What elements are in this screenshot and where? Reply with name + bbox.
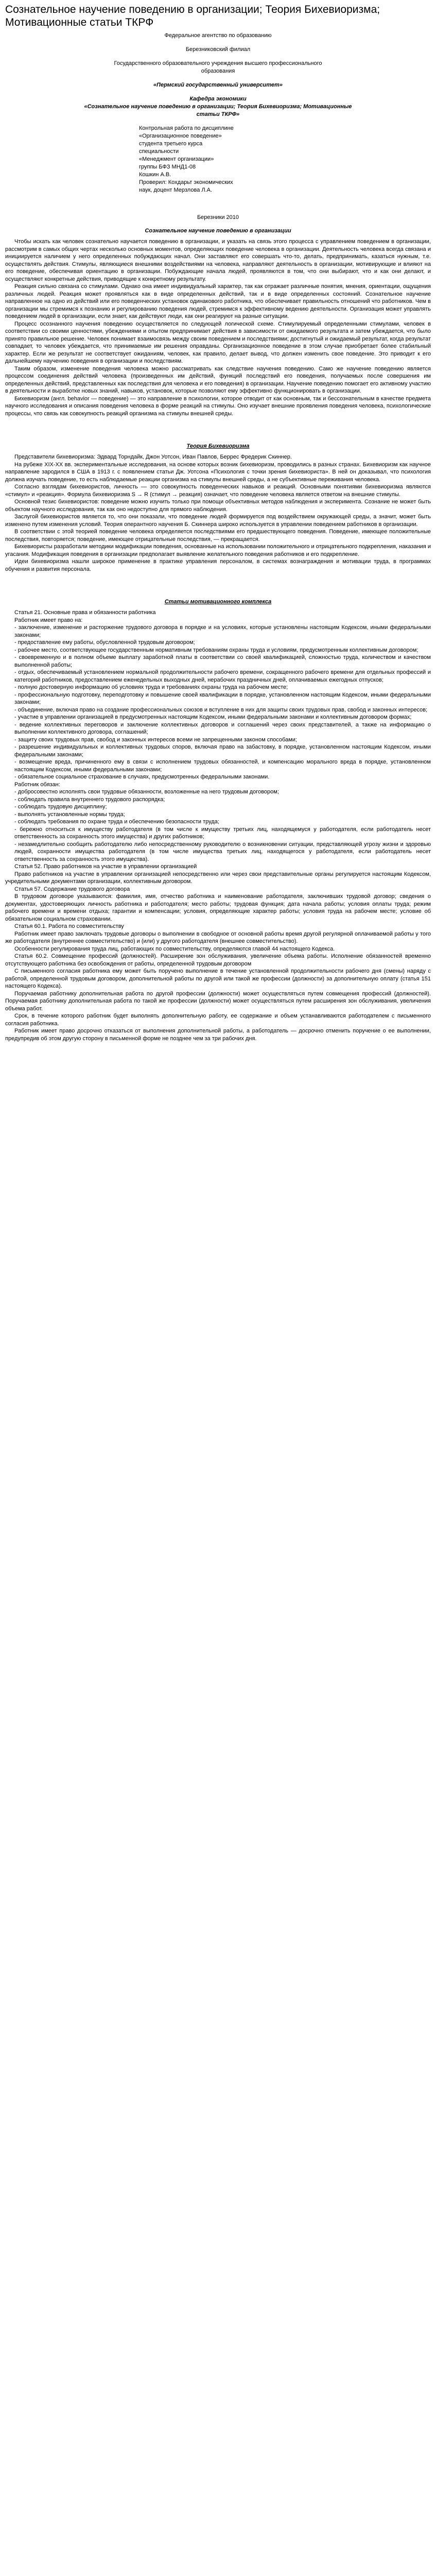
- spacer: [5, 89, 431, 95]
- paragraph: Срок, в течение которого работник будет выполнять дополнительную работу, ее содержание и объем устанавливаются работодателем с письменного согласия работника.: [5, 1013, 431, 1027]
- info-line: группы БФЗ МНД1-08: [139, 164, 196, 170]
- list-item: - объединение, включая право на создание профессиональных союзов и вступление в них для защиты своих трудовых прав, свобод и законных интересов;: [14, 706, 428, 713]
- paragraph: Поручаемая работнику дополнительная работа по другой профессии (должности) может осуществляться путем совмещения профессий (должностей). Поручаемая работнику дополнительная работа по такой же профессии (должности) может осуществляться путем расширения зон обслуживания, увеличения объема работ.: [5, 990, 431, 1012]
- info-line: наук, доцент Мерзлова Л.А.: [139, 187, 213, 193]
- paragraph: Статья 57. Содержание трудового договора: [14, 886, 130, 892]
- paragraph: Статья 21. Основные права и обязанности работника: [14, 609, 156, 616]
- list-item: - профессиональную подготовку, переподготовку и повышение своей квалификации в порядке, установленном настоящим Кодексом, иными федеральными законами;: [14, 691, 431, 705]
- paragraph: С письменного согласия работника ему может быть поручено выполнение в течение установленной продолжительности рабочего дня (смены) наряду с работой, определенной трудовым договором, дополнительной работы по другой или такой же профессии (должности) за дополнительную оплату (статья 151 настоящего Кодекса).: [5, 968, 431, 989]
- spacer: [5, 40, 431, 46]
- paragraph: В соответствии с этой теорией поведение человека определяется последствиями его предшествующего поведения. Поведение, имеющее положительные последствия, повторяется; поведение, имеющее отрицательные последствия, — прекращается.: [5, 529, 431, 543]
- paragraph: На рубеже XIX-XX вв. экспериментальные исследования, на основе которых возник бихевиоризм, проводились в разных странах. Бихевиоризм как научное направление зародился в США в 1913 г. с появлением статьи Дж. Уотсона «Психология с точки зрения бихевиориста». В ней он доказывал, что психология должна изучать поведение, то есть наблюдаемые реакции организма на стимулы внешней среды, а не субъективные переживания человека.: [5, 461, 431, 483]
- section-heading-learning: Сознательное научение поведению в организации: [145, 228, 291, 234]
- list-item: - заключение, изменение и расторжение трудового договора в порядке и на условиях, которые установлены настоящим Кодексом, иными федеральными законами;: [14, 624, 431, 638]
- list-item: - добросовестно исполнять свои трудовые обязанности, возложенные на него трудовым договором;: [14, 789, 279, 795]
- list-item: - бережно относиться к имуществу работодателя (в том числе к имуществу третьих лиц, находящемуся у работодателя, если работодатель несет ответственность за сохранность этого имущества) и других работников;: [14, 826, 431, 840]
- list-item: - своевременную и в полном объеме выплату заработной платы в соответствии со своей квалификацией, сложностью труда, количеством и качеством выполненной работы;: [14, 654, 431, 668]
- spacer: [5, 573, 431, 592]
- paragraph: Процесс осознанного научения поведению осуществляется по следующей логической схеме. Стимулируемый определенными стимулами, человек в соответствии со своими ценностями, убеждениями и опытом предпринимает действия в зависимости от ожидаемого результата и затем убеждается, что было принято правильное решение. Человек понимает взаимосвязь между своим поведением и последствиями; достигнутый и ожидаемый результат, когда результат совпадает, то человек убеждается, что принимаемые им решения оправданы. Организационное поведение в этом случае приобретает более стабильный характер. Если же результат не соответствует ожиданиям, человек, как правило, делает вывод, что должен изменить свое поведение. Это приводит к его дальнейшему научению поведения в организации и последствиям.: [5, 320, 431, 364]
- spacer: [5, 417, 431, 437]
- paragraph: Бихевиористы разработали методики модификации поведения, основанные на использовании положительного и отрицательного подкрепления, наказания и угасания. Модификация поведения в организации предполагает выявление желательного поведения работников и его подкрепление.: [5, 544, 431, 557]
- list-item: - выполнять установленные нормы труда;: [14, 811, 125, 818]
- university-line: «Пермский государственный университет»: [153, 82, 283, 88]
- section-heading-articles: Статьи мотивационного комплекса: [164, 599, 272, 605]
- paragraph: Особенности регулирования труда лиц, работающих по совместительству, определяются главой 44 настоящего Кодекса.: [14, 945, 335, 952]
- info-line: «Организационное поведение»: [139, 133, 222, 139]
- list-item: - ведение коллективных переговоров и заключение коллективных договоров и соглашений через своих представителей, а также на информацию о выполнении коллективного договора, соглашений;: [14, 721, 431, 735]
- paragraph: Статья 52. Право работников на участие в управлении организацией: [14, 863, 197, 870]
- paragraph: Согласно взглядам бихевиористов, личность — это совокупность поведенческих навыков и реакций. Основными понятиями бихевиоризма являются «стимул» и «реакция». Формула бихевиоризма S → R (стимул → реакция) означает, что поведение человека является ответом на внешние стимулы.: [5, 484, 431, 498]
- list-item: - разрешение индивидуальных и коллективных трудовых споров, включая право на забастовку, в порядке, установленном настоящим Кодексом, иными федеральными законами;: [14, 744, 431, 758]
- info-line: Кошкин А.В.: [139, 172, 171, 178]
- list-item: - соблюдать требования по охране труда и обеспечению безопасности труда;: [14, 819, 219, 825]
- spacer: [5, 118, 431, 125]
- paragraph: Чтобы искать как человек сознательно научается поведению в организации, и указать на связь этого процесса с управлением поведением в организации, рассмотрим в самых общих чертах несколько основных моментов, определяющих поведение человека в организации. Деятельность человека всегда связана и инициируется наличием у него определенных побуждающих начал. Они заставляют его совершать что-то, делать, предпринимать, казаться нужным, т.е. осуществлять действия. Стимулы, являющиеся внешними воздействиями на человека, направляют деятельность в организации, мотивирующие и влияют на его поведение, обеспечивая ориентацию в организации. Побуждающие начала людей, проявляются в том, что они выбирают, что и как они делают, и осуществляют конкретные действия, приводящие к конкретному результату.: [5, 239, 431, 282]
- paragraph: Статья 60.1. Работа по совместительству: [14, 923, 124, 929]
- paragraph: Работник обязан:: [14, 781, 60, 788]
- info-line: Проверил: Кохдарьт экономических: [139, 179, 233, 185]
- document-page: [0, 0, 436, 1053]
- list-item: - соблюдать правила внутреннего трудового распорядка;: [14, 796, 165, 803]
- author-info: [5, 125, 431, 194]
- city-year: Березники 2010: [197, 214, 239, 221]
- paragraph: Реакция сильно связана со стимулами. Однако она имеет индивидуальный характер, так как отражает различные понятия, мнения, ориентации, ощущения различных людей. Реакция может проявляться как в виде определенных действий, так и в виде определенных состояний. Сознательное научение направленное на одно из действий или его поведенческих установок одинакового работника, что обеспечивает правильность отношений что работников. Чем в организации мы стремимся к познанию и регулированию поведения людей, стремимся к эффективному ведению деятельности. Организация может управлять поведением людей в организации, если знает, как действуют люди, как они реагируют на разные ситуации.: [5, 283, 431, 319]
- list-item: - обязательное социальное страхование в случаях, предусмотренных федеральными законами.: [14, 774, 270, 780]
- institution-line: Государственного образовательного учреждения высшего профессионального образования: [114, 60, 322, 74]
- list-item: - предоставление ему работы, обусловленной трудовым договором;: [14, 639, 195, 646]
- paragraph: Представители бихевиоризма: Эдвард Торндайк, Джон Уотсон, Иван Павлов, Беррес Фредерик Скиннер.: [14, 454, 292, 460]
- paragraph: Право работников на участие в управлении организацией непосредственно или через свои представительные органы регулируется настоящим Кодексом, учредительными документами организации, коллективным договором.: [5, 871, 431, 885]
- department-line: Кафедра экономики: [189, 96, 247, 102]
- info-line: «Менеджмент организации»: [139, 156, 214, 162]
- section-behaviorism: [5, 453, 431, 573]
- branch-line: Березниковский филиал: [185, 46, 251, 53]
- list-item: - соблюдать трудовую дисциплину;: [14, 804, 107, 810]
- list-item: - отдых, обеспечиваемый установлением нормальной продолжительности рабочего времени, сокращенного рабочего времени для отдельных профессий и категорий работников, предоставлением еженедельных выходных дней, нерабочих праздничных дней, оплачиваемых ежегодных отпусков;: [14, 669, 431, 683]
- list-item: - защиту своих трудовых прав, свобод и законных интересов всеми не запрещенными законом способами;: [14, 736, 297, 743]
- paragraph: Работник имеет право заключать трудовые договоры о выполнении в свободное от основной работы время другой регулярной оплачиваемой работы у того же работодателя (внутреннее совместительство) и (или) у другого работодателя (внешнее совместительство).: [5, 930, 431, 944]
- section-learning: [5, 238, 431, 417]
- spacer: [5, 194, 431, 214]
- info-line: студента третьего курса: [139, 141, 203, 147]
- work-title: «Сознательное научение поведению в организации; Теория Бихевиоризма; Мотивационные статьи ТКРФ»: [84, 104, 352, 117]
- agency-line: Федеральное агентство по образованию: [164, 32, 272, 39]
- paragraph: Статья 60.2. Совмещение профессий (должностей). Расширение зон обслуживания, увеличение объема работы. Исполнение обязанностей временно отсутствующего работника без освобождения от работы, определенной трудовым договором: [5, 953, 431, 967]
- list-item: - участие в управлении организацией в предусмотренных настоящим Кодексом, иными федеральными законами и коллективным договором формах;: [14, 714, 412, 720]
- list-item: - незамедлительно сообщить работодателю либо непосредственному руководителю о возникновении ситуации, представляющей угрозу жизни и здоровью людей, сохранности имущества работодателя (в том числе имущества третьих лиц, находящегося у работодателя, если работодатель несет ответственность за сохранность этого имущества).: [14, 841, 431, 862]
- info-line: специальности: [139, 148, 179, 155]
- list-item: - рабочее место, соответствующее государственным нормативным требованиям охраны труда и условиям, предусмотренным коллективным договором;: [14, 647, 418, 653]
- paragraph: Идеи бихевиоризма нашли широкое применение в практике управления персоналом, в системах вознаграждения и мотивации труда, в программах обучения и развития персонала.: [5, 558, 431, 572]
- section-articles: [5, 609, 431, 1042]
- paragraph: Работник имеет право на:: [14, 617, 83, 623]
- paragraph: В трудовом договоре указываются: фамилия, имя, отчество работника и наименование работодателя, заключивших трудовой договор; сведения о документах, удостоверяющих личность работника и работодателя; место работы; трудовая функция; дата начала работы; условия оплаты труда; режим рабочего времени и времени отдыха; гарантии и компенсации; условия, определяющие характер работы; условия труда на рабочем месте; условие об обязательном социальном страховании.: [5, 893, 431, 922]
- section-heading-behaviorism: Теория Бихевиоризма: [186, 443, 250, 449]
- paragraph: Таким образом, изменение поведения человека можно рассматривать как следствие научения поведению. Само же научение поведению является процессом соединения действий человека (произведенных им действий, функций последствий его поведения, получаемых после совершения им определенных действий, представленных как последствия для человека и его поведения) в организации. Научение поведению помогает его активному участию в деятельности и выработке новых знаний, навыков, установок, которые позволяют ему эффективно функционировать в организации.: [5, 365, 431, 394]
- page-title: Сознательное научение поведению в организации; Теория Бихевиоризма; Мотивационные статьи ТКРФ: [5, 4, 380, 28]
- list-item: - полную достоверную информацию об условиях труда и требованиях охраны труда на рабочем месте;: [14, 684, 288, 690]
- paragraph: Бихевиоризм (англ. behavior — поведение) — это направление в психологии, которое отводит от как основным, так и бессознательным в качестве предмета научного исследования и описания поведения человека в форме реакций на стимулы. Оно изучает внешние проявления поведения человека, психологические процессы, что связь как совокупность реакций организма на стимулы внешней среды.: [5, 395, 431, 417]
- spacer: [5, 54, 431, 60]
- paragraph: Работник имеет право досрочно отказаться от выполнения дополнительной работы, а работодатель — досрочно отменить поручение о ее выполнении, предупредив об этом другую сторону в письменной форме не позднее чем за три рабочих дня.: [5, 1028, 431, 1042]
- info-line: Контрольная работа по дисциплине: [139, 125, 234, 131]
- paragraph: Заслугой бихевиористов является то, что они показали, что поведение людей формируется под воздействием окружающей среды, а значит, может быть изменено путем изменения условий. Теория оперантного научения Б. Скиннера широко используется в управлении поведением работников в организации.: [5, 514, 431, 528]
- spacer: [5, 75, 431, 81]
- list-item: - возмещение вреда, причиненного ему в связи с исполнением трудовых обязанностей, и компенсацию морального вреда в порядке, установленном настоящим Кодексом, иными федеральными законами;: [14, 759, 431, 773]
- paragraph: Основной тезис бихевиористов: поведение можно изучить только при помощи объективных методов наблюдения и эксперимента. Сознание не может быть объектом научного исследования, так как оно недоступно для прямого наблюдения.: [5, 499, 431, 513]
